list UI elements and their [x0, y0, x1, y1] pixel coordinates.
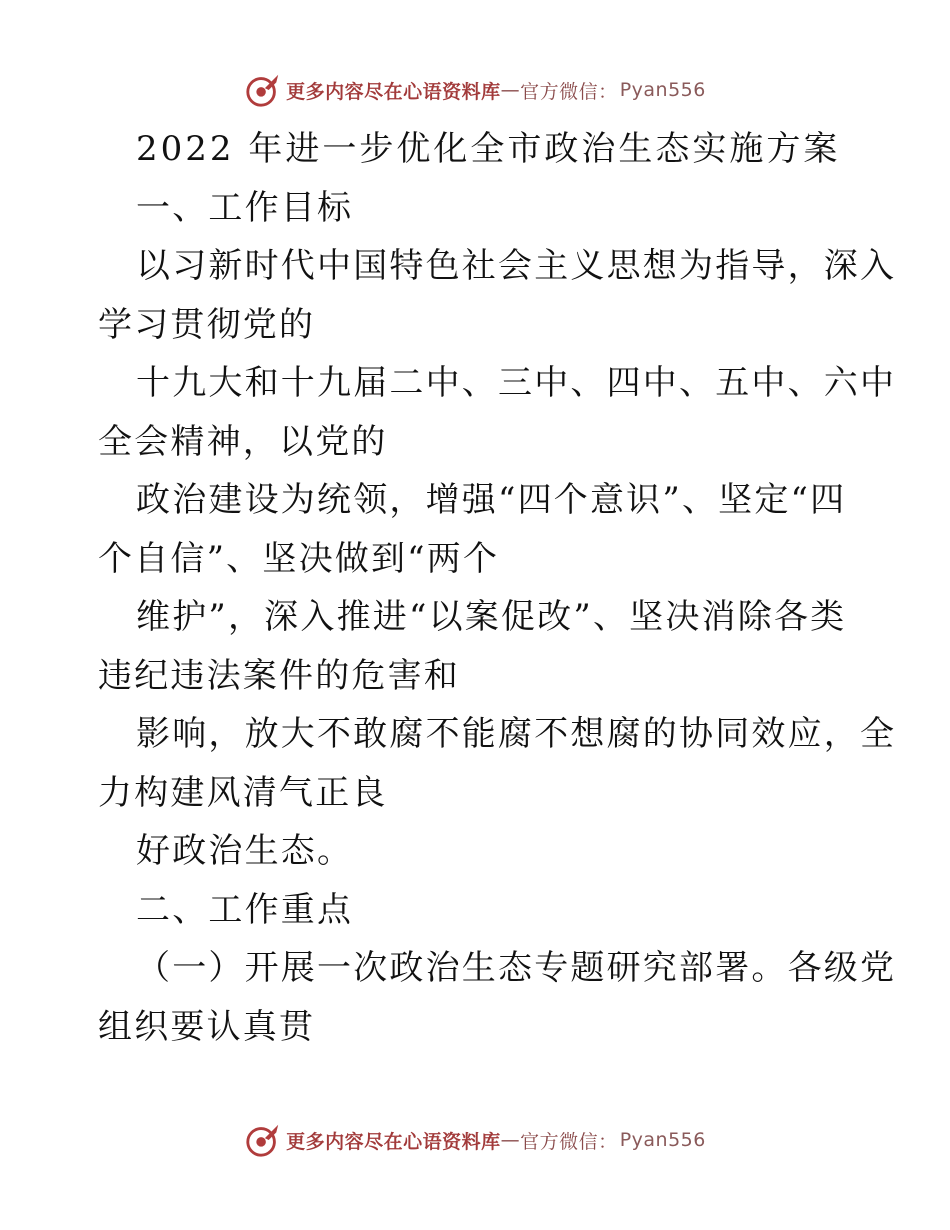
watermark-dash: — — [500, 79, 521, 101]
quill-logo-icon — [244, 1121, 282, 1159]
document-body — [98, 120, 897, 1056]
watermark-dash: — — [500, 1129, 521, 1151]
paragraph-line: 政治建设为统领，增强“四个意识”、坚定“四 — [136, 480, 847, 520]
paragraph-line: （一）开展一次政治生态专题研究部署。各级党 — [136, 948, 897, 988]
header-watermark — [0, 68, 950, 112]
paragraph-line: 维护”，深入推进“以案促改”、坚决消除各类 — [136, 597, 847, 637]
section-heading: 二、工作重点 — [136, 889, 354, 930]
watermark-wechat-label: 官方微信： — [520, 1130, 618, 1153]
section-heading: 一、工作目标 — [136, 187, 354, 228]
paragraph-line: 好政治生态。 — [136, 831, 354, 871]
document-title: 2022 年进一步优化全市政治生态实施方案 — [136, 129, 841, 169]
watermark-wechat-id: Pyan556 — [619, 1129, 706, 1151]
paragraph-line: 违纪违法案件的危害和 — [98, 655, 460, 696]
paragraph-line: 以习新时代中国特色社会主义思想为指导，深入 — [136, 246, 897, 286]
paragraph-line: 个自信”、坚决做到“两个 — [98, 538, 500, 579]
paragraph-line: 全会精神，以党的 — [98, 421, 388, 462]
watermark-wechat-id: Pyan556 — [619, 79, 706, 101]
paragraph-line: 力构建风清气正良 — [98, 772, 388, 813]
watermark-site-name: 更多内容尽在心语资料库 — [286, 80, 501, 103]
paragraph-line: 组织要认真贯 — [98, 1006, 316, 1047]
quill-logo-icon — [244, 71, 282, 109]
paragraph-line: 影响，放大不敢腐不能腐不想腐的协同效应，全 — [136, 714, 897, 754]
paragraph-line: 学习贯彻党的 — [98, 304, 316, 345]
watermark-wechat-label: 官方微信： — [520, 80, 618, 103]
watermark-site-name: 更多内容尽在心语资料库 — [286, 1130, 501, 1153]
footer-watermark — [0, 1118, 950, 1162]
paragraph-line: 十九大和十九届二中、三中、四中、五中、六中 — [136, 363, 897, 403]
